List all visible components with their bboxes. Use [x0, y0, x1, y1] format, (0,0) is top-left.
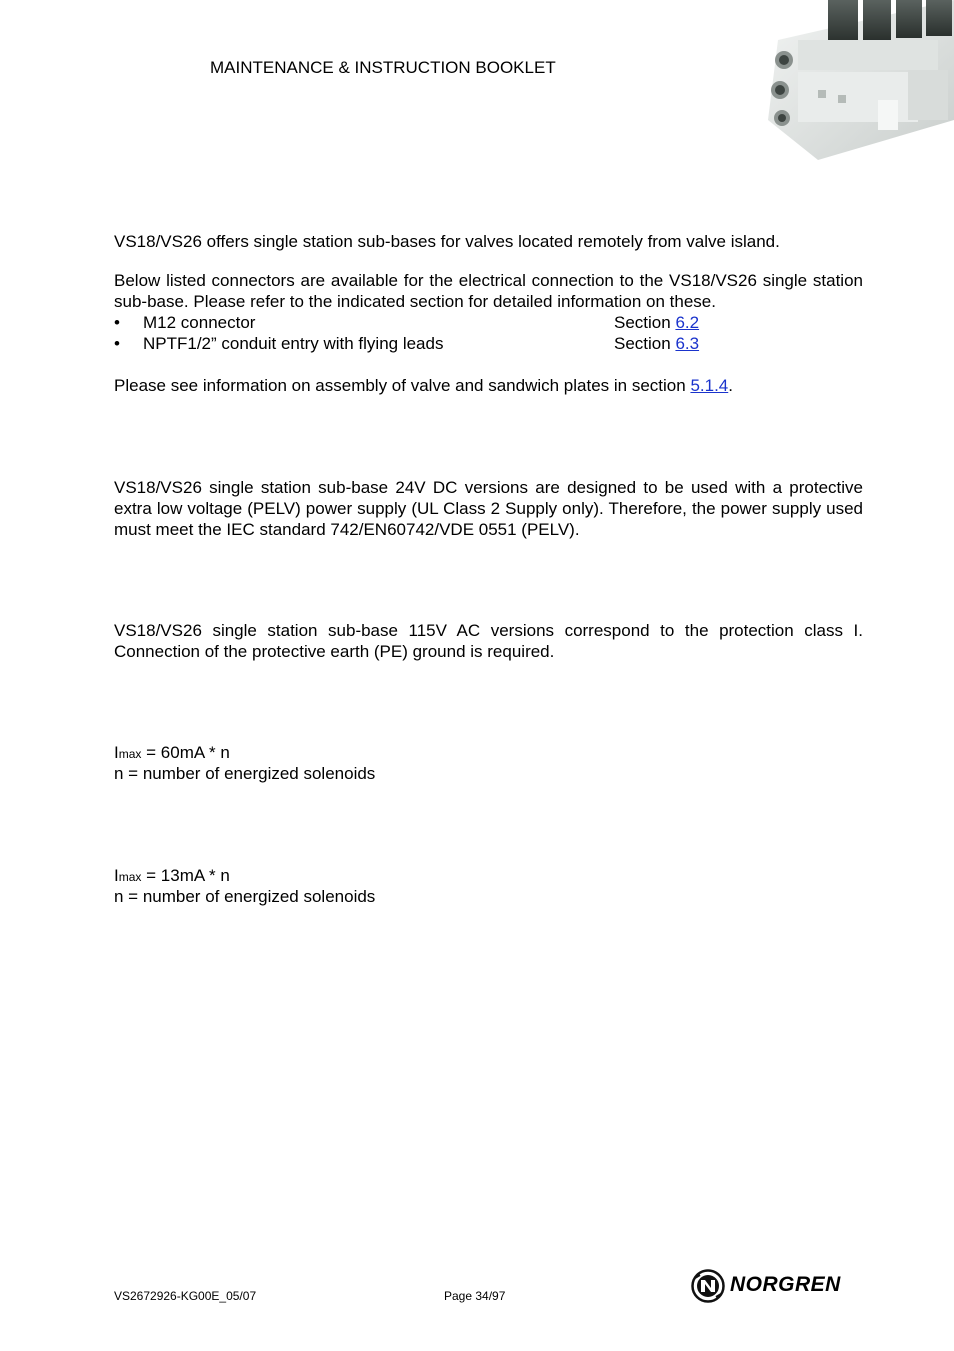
current-symbol: I [114, 866, 119, 885]
norgren-logo [690, 1267, 866, 1305]
list-item [114, 313, 863, 334]
list-item [114, 334, 863, 355]
current-formula: = 60mA * n [141, 743, 230, 762]
page-number: Page 34/97 [444, 1289, 506, 1303]
logo-text: NORGREN [730, 1273, 841, 1296]
current-subscript: max [118, 747, 142, 761]
solenoid-definition-ac: n = number of energized solenoids [114, 887, 376, 906]
section-reference [614, 334, 699, 354]
ac-protection-paragraph: VS18/VS26 single station sub-base 115V AC versions correspond to the protection class I. Connection of the protective earth (PE) ground is required. [114, 621, 863, 661]
section-reference [614, 313, 699, 333]
solenoid-definition-dc: n = number of energized solenoids [114, 764, 376, 783]
document-id: VS2672926-KG00E_05/07 [114, 1289, 257, 1303]
section-link-5-1-4[interactable]: 5.1.4 [690, 376, 729, 395]
current-subscript: max [118, 870, 142, 884]
header-title: MAINTENANCE & INSTRUCTION BOOKLET [210, 58, 556, 77]
connector-label: NPTF1/2” conduit entry with flying leads [143, 334, 444, 353]
norgren-emblem-icon [691, 1269, 725, 1303]
current-formula: = 13mA * n [141, 866, 230, 885]
connectors-paragraph: Below listed connectors are available for the electrical connection to the VS18/VS26 single station sub-base. Please refer to the indicated section for detailed information on these. [114, 271, 863, 311]
dc-pelv-paragraph: VS18/VS26 single station sub-base 24V DC versions are designed to be used with a protective extra low voltage (PELV) power supply (UL Class 2 Supply only). Therefore, the power supply used must meet the IEC standard 742/EN60742/VDE 0551 (PELV). [114, 478, 863, 539]
current-formula-ac [114, 865, 863, 888]
section-link-6-2[interactable]: 6.2 [675, 313, 700, 332]
bullet-icon: • [114, 334, 120, 353]
connector-label: M12 connector [143, 313, 256, 332]
section-link-6-3[interactable]: 6.3 [675, 334, 700, 353]
current-formula-dc [114, 742, 863, 765]
assembly-paragraph [114, 375, 863, 396]
assembly-text: Please see information on assembly of valve and sandwich plates in section [114, 376, 691, 395]
current-symbol: I [114, 743, 119, 762]
bullet-icon: • [114, 313, 120, 332]
section-prefix: Section [614, 334, 676, 353]
assembly-suffix: . [728, 376, 733, 395]
valve-island-photo [758, 0, 954, 160]
intro-paragraph: VS18/VS26 offers single station sub-bases for valves located remotely from valve island. [114, 232, 780, 251]
section-prefix: Section [614, 313, 676, 332]
